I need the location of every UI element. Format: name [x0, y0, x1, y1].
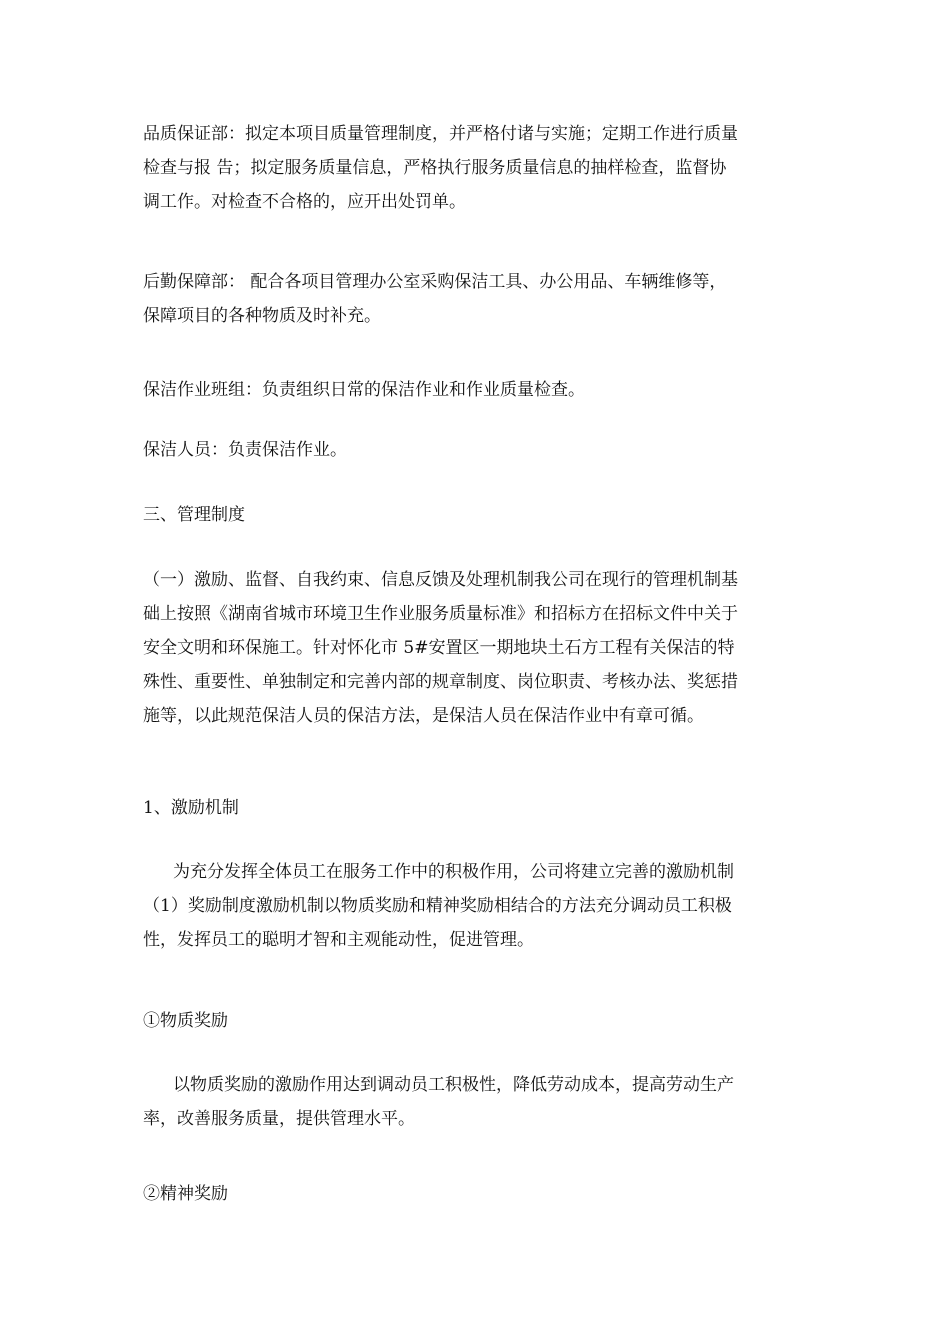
text-line: 安全文明和环保施工。针对怀化市 5#安置区一期地块土石方工程有关保洁的特: [143, 638, 735, 658]
cleaning-team-paragraph: [143, 373, 813, 407]
text-line: （一）激励、监督、自我约束、信息反馈及处理机制我公司在现行的管理机制基: [143, 570, 738, 590]
text-line: 品质保证部：拟定本项目质量管理制度，并严格付诸与实施；定期工作进行质量: [143, 124, 738, 144]
incentive-paragraph: [143, 855, 813, 957]
text-line: 检查与报 告；拟定服务质量信息，严格执行服务质量信息的抽样检查，监督协: [143, 158, 727, 178]
heading-text: ②精神奖励: [143, 1184, 228, 1204]
text-line: 殊性、重要性、单独制定和完善内部的规章制度、岗位职责、考核办法、奖惩措: [143, 672, 738, 692]
text-line: 础上按照《湖南省城市环境卫生作业服务质量标准》和招标方在招标文件中关于: [143, 604, 738, 624]
material-reward-paragraph: [143, 1068, 813, 1136]
text-line: 调工作。对检查不合格的，应开出处罚单。: [143, 192, 466, 212]
mechanism-paragraph: [143, 563, 813, 733]
text-line: 保洁人员：负责保洁作业。: [143, 440, 347, 460]
spiritual-reward-heading: [143, 1177, 813, 1211]
heading-text: 1、激励机制: [143, 798, 239, 818]
quality-dept-paragraph: [143, 117, 813, 219]
cleaning-staff-paragraph: [143, 433, 813, 467]
text-line: 后勤保障部： 配合各项目管理办公室采购保洁工具、办公用品、车辆维修等，: [143, 272, 727, 292]
text-line: 施等，以此规范保洁人员的保洁方法，是保洁人员在保洁作业中有章可循。: [143, 706, 704, 726]
section-heading: [143, 498, 813, 532]
text-line: （1）奖励制度激励机制以物质奖励和精神奖励相结合的方法充分调动员工积极: [143, 896, 732, 916]
heading-text: ①物质奖励: [143, 1011, 228, 1031]
text-line: 性，发挥员工的聪明才智和主观能动性，促进管理。: [143, 930, 534, 950]
text-line: 率，改善服务质量，提供管理水平。: [143, 1109, 415, 1129]
heading-text: 三、管理制度: [143, 505, 245, 525]
text-line: 保障项目的各种物质及时补充。: [143, 306, 381, 326]
material-reward-heading: [143, 1004, 813, 1038]
text-line: 保洁作业班组：负责组织日常的保洁作业和作业质量检查。: [143, 380, 585, 400]
logistics-dept-paragraph: [143, 265, 813, 333]
text-line: 以物质奖励的激励作用达到调动员工积极性，降低劳动成本，提高劳动生产: [173, 1075, 734, 1095]
text-line: 为充分发挥全体员工在服务工作中的积极作用，公司将建立完善的激励机制: [173, 862, 734, 882]
incentive-heading: [143, 791, 813, 825]
